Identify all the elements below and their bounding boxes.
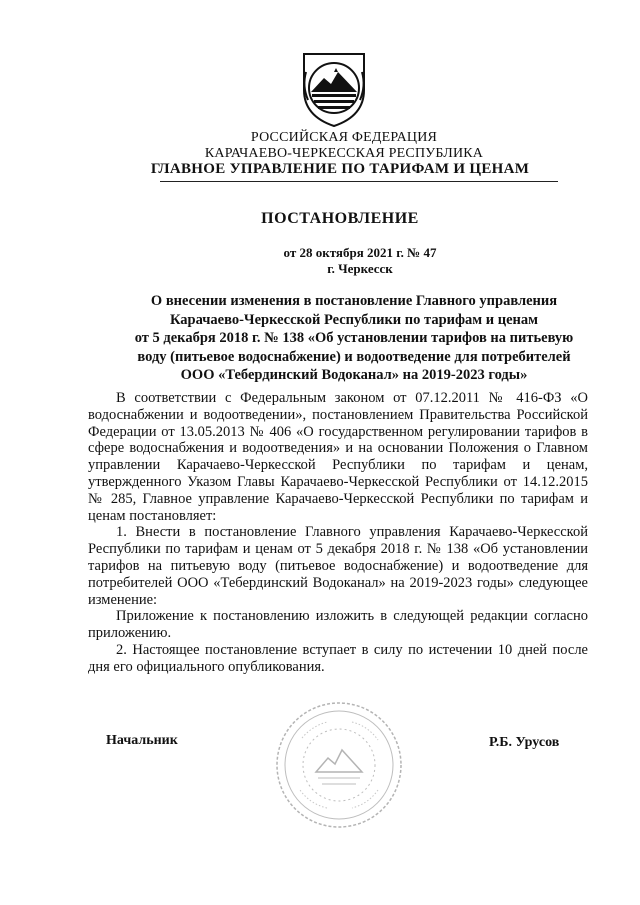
signer-name: Р.Б. Урусов [489, 735, 560, 750]
document-body [88, 390, 588, 676]
subject-line: Карачаево-Черкесской Республики по тарифам и ценам [169, 311, 539, 328]
document-date-number: от 28 октября 2021 г. № 47 [283, 245, 437, 260]
subject-line: О внесении изменения в постановление Главного управления [150, 293, 558, 309]
coat-of-arms-emblem [298, 50, 370, 128]
body-item-1-detail: Приложение к постановлению изложить в следующей редакции согласно приложению. [88, 608, 588, 642]
subject-line: от 5 декабря 2018 г. № 138 «Об установлении тарифов на питьевую [134, 330, 574, 346]
official-seal-stamp [272, 698, 406, 832]
document-place: г. Черкесск [327, 261, 393, 276]
header-republic: КАРАЧАЕВО-ЧЕРКЕССКАЯ РЕСПУБЛИКА [204, 146, 484, 161]
subject-line: ООО «Тебердинский Водоканал» на 2019-2023 годы» [180, 367, 528, 383]
document-title: ПОСТАНОВЛЕНИЕ [261, 210, 419, 227]
body-preamble: В соответствии с Федеральным законом от 07.12.2011 № 416-ФЗ «О водоснабжении и водоотведении», постановлением Правительства Российской Федерации от 13.05.2013 № 406 «О государственном регулировании тарифов в сфере водоснабжения и водоотведения» и на основании Положения о Главном управлении Карачаево-Черкесской Республики по тарифам и ценам, утвержденного Указом Главы Карачаево-Черкесской Республики от 14.12.2015 № 285, Главное управление Карачаево-Черкесской Республики по тарифам и ценам постановляет: [88, 390, 588, 524]
body-item-2: 2. Настоящее постановление вступает в силу по истечении 10 дней после дня его официального опубликования. [88, 641, 588, 675]
subject-line: воду (питьевое водоснабжение) и водоотведение для потребителей [137, 348, 571, 365]
header-divider [160, 181, 558, 182]
header-agency: ГЛАВНОЕ УПРАВЛЕНИЕ ПО ТАРИФАМ И ЦЕНАМ [150, 161, 530, 177]
header-country: РОССИЙСКАЯ ФЕДЕРАЦИЯ [250, 130, 438, 145]
body-item-1: 1. Внести в постановление Главного управления Карачаево-Черкесской Республики по тарифам и ценам от 5 декабря 2018 г. № 138 «Об установлении тарифов на питьевую воду (питьевое водоснабжение) и водоотведение для потребителей ООО «Тебердинский Водоканал» на 2019-2023 годы» следующее изменение: [88, 524, 588, 608]
document-subject [104, 292, 604, 385]
signer-position: Начальник [106, 733, 178, 748]
